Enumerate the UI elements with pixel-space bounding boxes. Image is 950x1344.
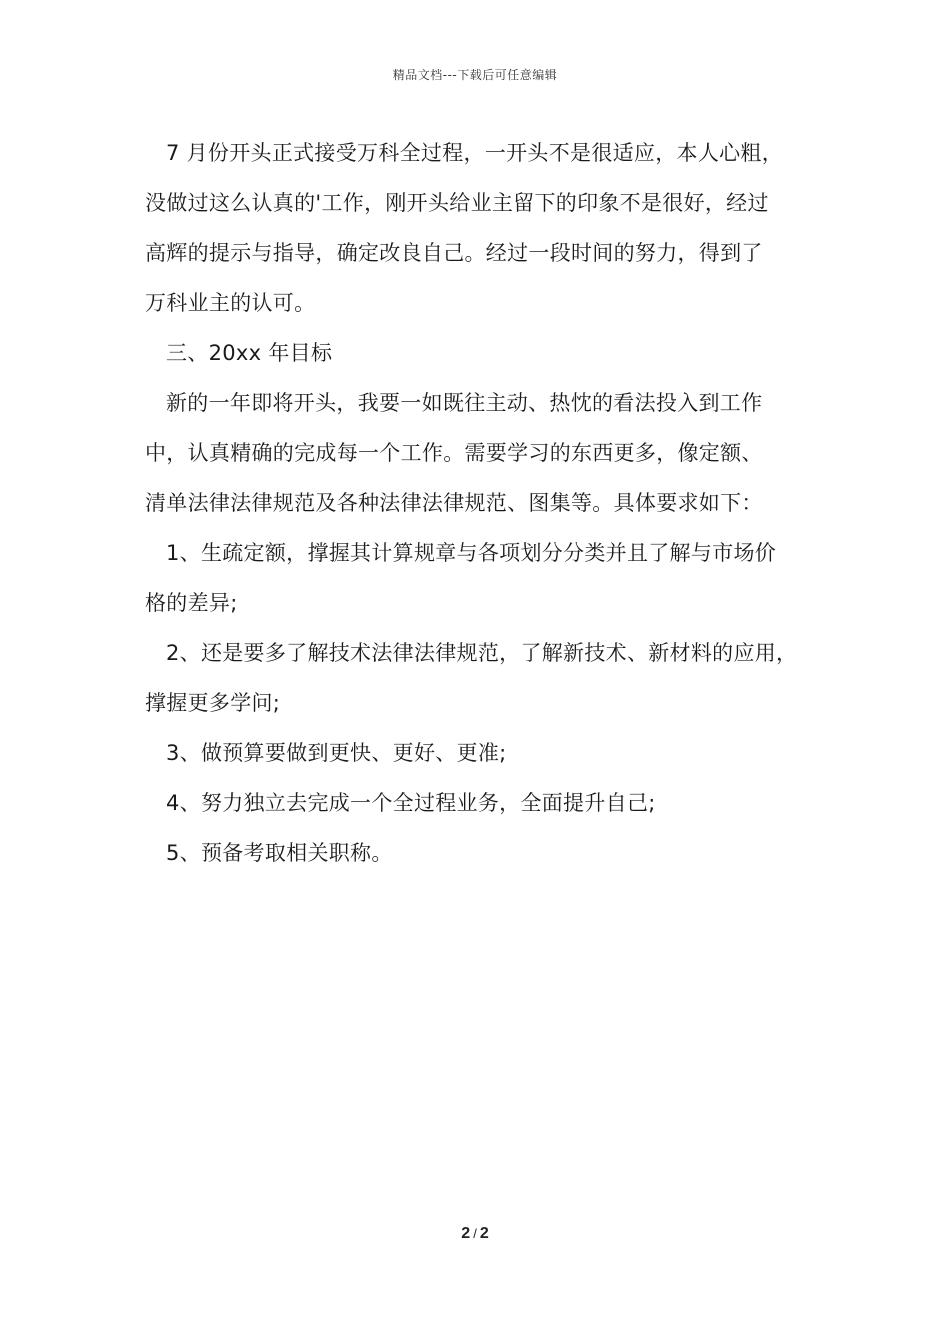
- goal-item-2: [145, 628, 825, 728]
- text-line: 撑握更多学问;: [145, 691, 281, 715]
- goal-item-4: [145, 778, 825, 828]
- text-line: 没做过这么认真的'工作，刚开头给业主留下的印象不是很好，经过: [145, 191, 769, 215]
- page-separator: /: [473, 1226, 477, 1241]
- text-line: 万科业主的认可。: [145, 291, 316, 315]
- text-line: 格的差异;: [145, 591, 238, 615]
- text-line: 4、努力独立去完成一个全过程业务，全面提升自己;: [166, 791, 656, 815]
- goal-item-5: [145, 828, 825, 878]
- document-body: [145, 128, 825, 878]
- text-line: 2、还是要多了解技术法律法律规范，了解新技术、新材料的应用，: [166, 641, 798, 665]
- page-header: 精品文档---下载后可任意编辑: [392, 68, 558, 82]
- paragraph-goals: [145, 378, 825, 528]
- goal-item-1: [145, 528, 825, 628]
- section-heading: 三、20xx 年目标: [166, 341, 333, 365]
- text-line: 新的一年即将开头，我要一如既往主动、热忱的看法投入到工作: [166, 391, 763, 415]
- page-number: [0, 1225, 950, 1243]
- text-line: 清单法律法律规范及各种法律法律规范、图集等。具体要求如下：: [145, 491, 763, 515]
- current-page: 2: [461, 1225, 471, 1242]
- text-line: 5、预备考取相关职称。: [166, 841, 393, 865]
- text-line: 7 月份开头正式接受万科全过程，一开头不是很适应，本人心粗，: [166, 141, 784, 165]
- text-line: 3、做预算要做到更快、更好、更准;: [166, 741, 507, 765]
- text-line: 高辉的提示与指导，确定改良自己。经过一段时间的努力，得到了: [145, 241, 763, 265]
- text-line: 1、生疏定额，撑握其计算规章与各项划分分类并且了解与市场价: [166, 541, 777, 565]
- text-line: 中，认真精确的完成每一个工作。需要学习的东西更多，像定额、: [145, 441, 763, 465]
- total-pages: 2: [479, 1225, 489, 1242]
- paragraph-experience: [145, 128, 825, 328]
- goal-item-3: [145, 728, 825, 778]
